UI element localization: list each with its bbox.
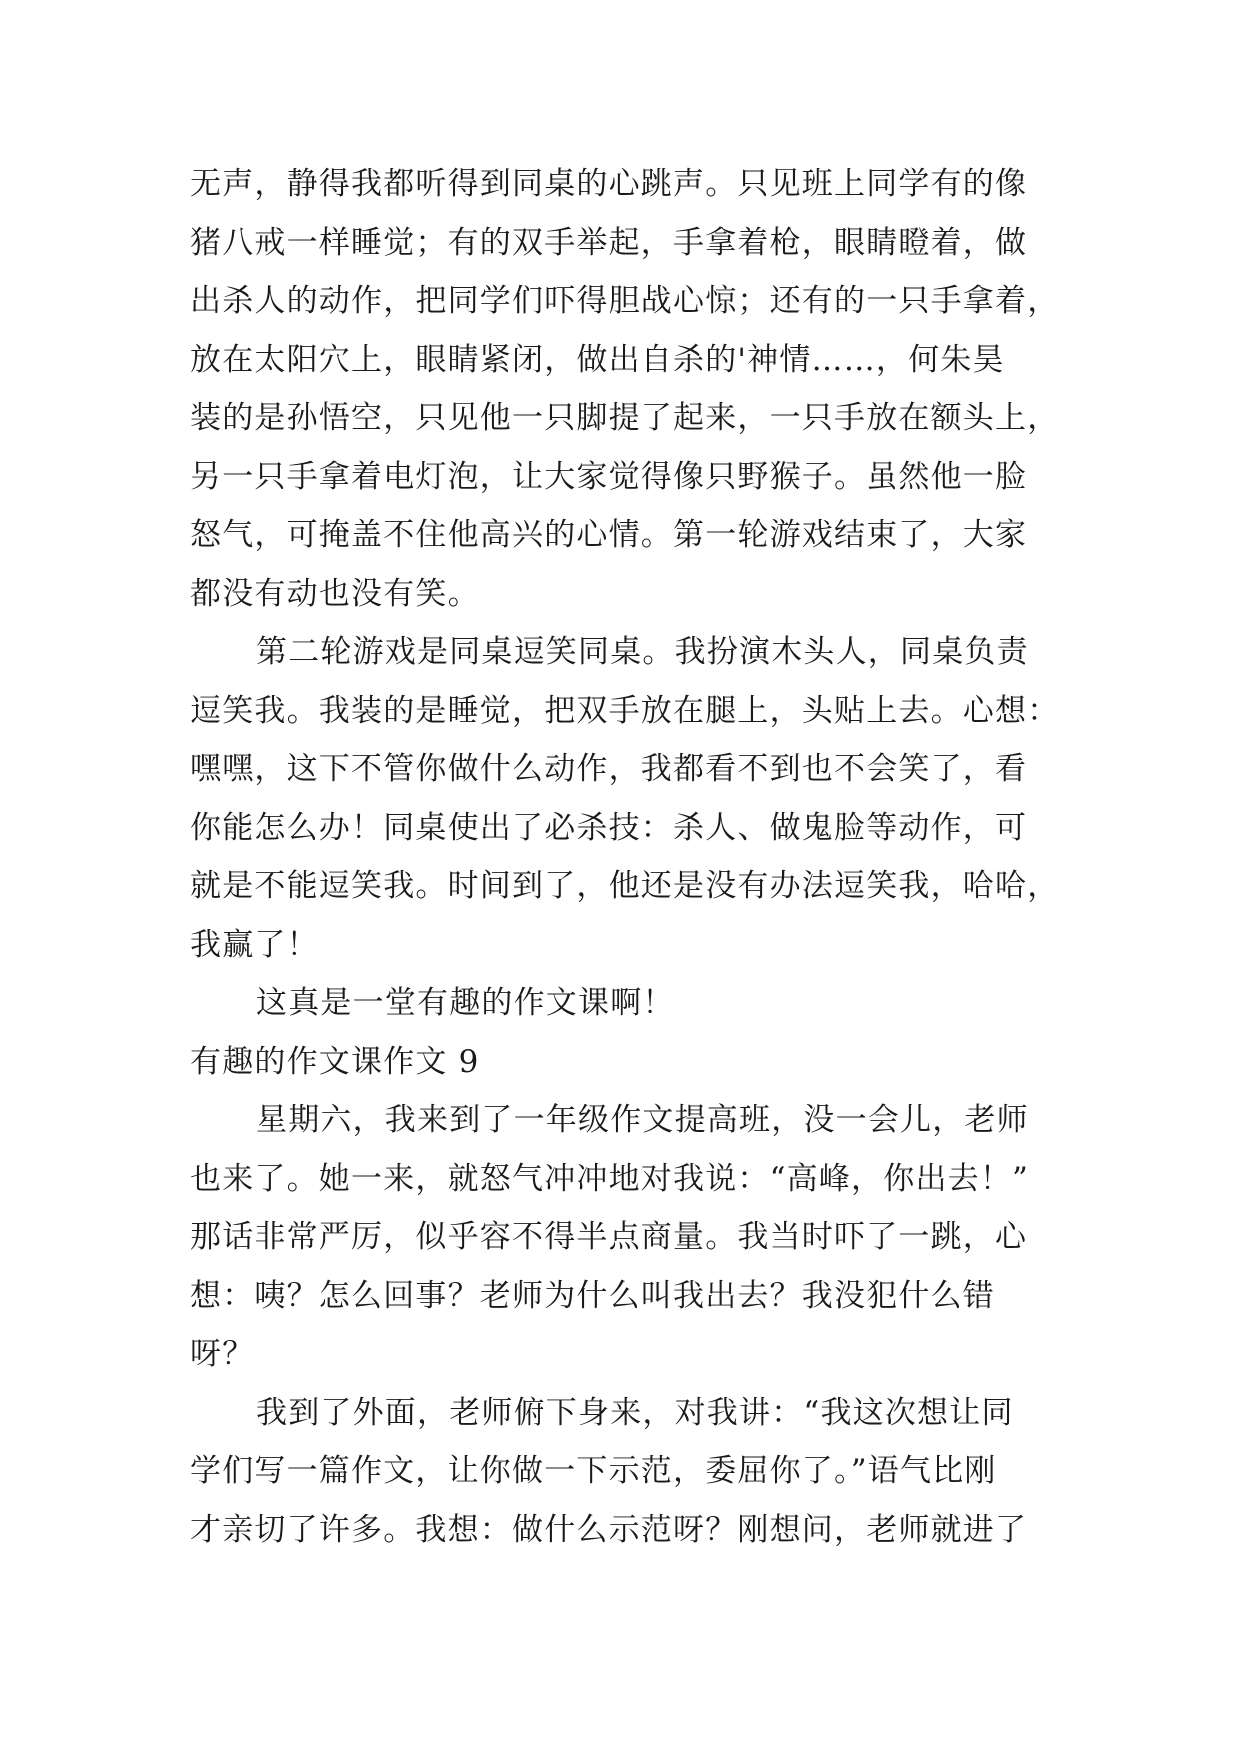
text-line: 嘿嘿，这下不管你做什么动作，我都看不到也不会笑了，看	[190, 751, 1028, 787]
paragraph	[190, 1384, 1070, 1560]
text-line: 就是不能逗笑我。时间到了，他还是没有办法逗笑我，哈哈，	[190, 868, 1060, 904]
text-line: 无声，静得我都听得到同桌的心跳声。只见班上同学有的像	[190, 166, 1028, 202]
text-line: 学们写一篇作文，让你做一下示范，委屈你了。”语气比刚	[190, 1453, 997, 1489]
text-line: 也来了。她一来，就怒气冲冲地对我说：“高峰，你出去！”	[190, 1160, 1030, 1197]
text-line: 逗笑我。我装的是睡觉，把双手放在腿上，头贴上去。心想：	[190, 692, 1060, 729]
text-line: 你能怎么办！同桌使出了必杀技：杀人、做鬼脸等动作，可	[190, 809, 1028, 846]
paragraph	[190, 1091, 1070, 1384]
text-line: 我到了外面，老师俯下身来，对我讲：“我这次想让同	[256, 1394, 1014, 1431]
text-line: 呀？	[190, 1336, 255, 1372]
paragraph	[190, 623, 1070, 974]
text-line: 怒气，可掩盖不住他高兴的心情。第一轮游戏结束了，大家	[190, 517, 1028, 553]
heading-text: 有趣的作文课作文 9	[190, 1043, 480, 1080]
text-line: 第二轮游戏是同桌逗笑同桌。我扮演木头人，同桌负责	[256, 634, 1029, 670]
text-line: 出杀人的动作，把同学们吓得胆战心惊；还有的一只手拿着，	[190, 283, 1060, 319]
text-line: 才亲切了许多。我想：做什么示范呀？刚想问，老师就进了	[190, 1511, 1028, 1548]
paragraph	[190, 155, 1070, 623]
text-line: 想：咦？怎么回事？老师为什么叫我出去？我没犯什么错	[190, 1277, 995, 1314]
document-page	[190, 155, 1070, 1559]
text-line: 这真是一堂有趣的作文课啊！	[256, 985, 675, 1021]
text-line: 星期六，我来到了一年级作文提高班，没一会儿，老师	[256, 1102, 1029, 1138]
text-line: 放在太阳穴上，眼睛紧闭，做出自杀的'神情……，何朱昊	[190, 341, 1005, 378]
text-line: 装的是孙悟空，只见他一只脚提了起来，一只手放在额头上，	[190, 400, 1060, 436]
text-line: 那话非常严厉，似乎容不得半点商量。我当时吓了一跳，心	[190, 1219, 1028, 1255]
paragraph	[190, 974, 1070, 1033]
text-line: 另一只手拿着电灯泡，让大家觉得像只野猴子。虽然他一脸	[190, 458, 1028, 495]
text-line: 都没有动也没有笑。	[190, 575, 480, 612]
text-line: 猪八戒一样睡觉；有的双手举起，手拿着枪，眼睛瞪着，做	[190, 224, 1028, 261]
text-line: 我赢了！	[190, 926, 319, 963]
section-heading	[190, 1033, 1070, 1092]
